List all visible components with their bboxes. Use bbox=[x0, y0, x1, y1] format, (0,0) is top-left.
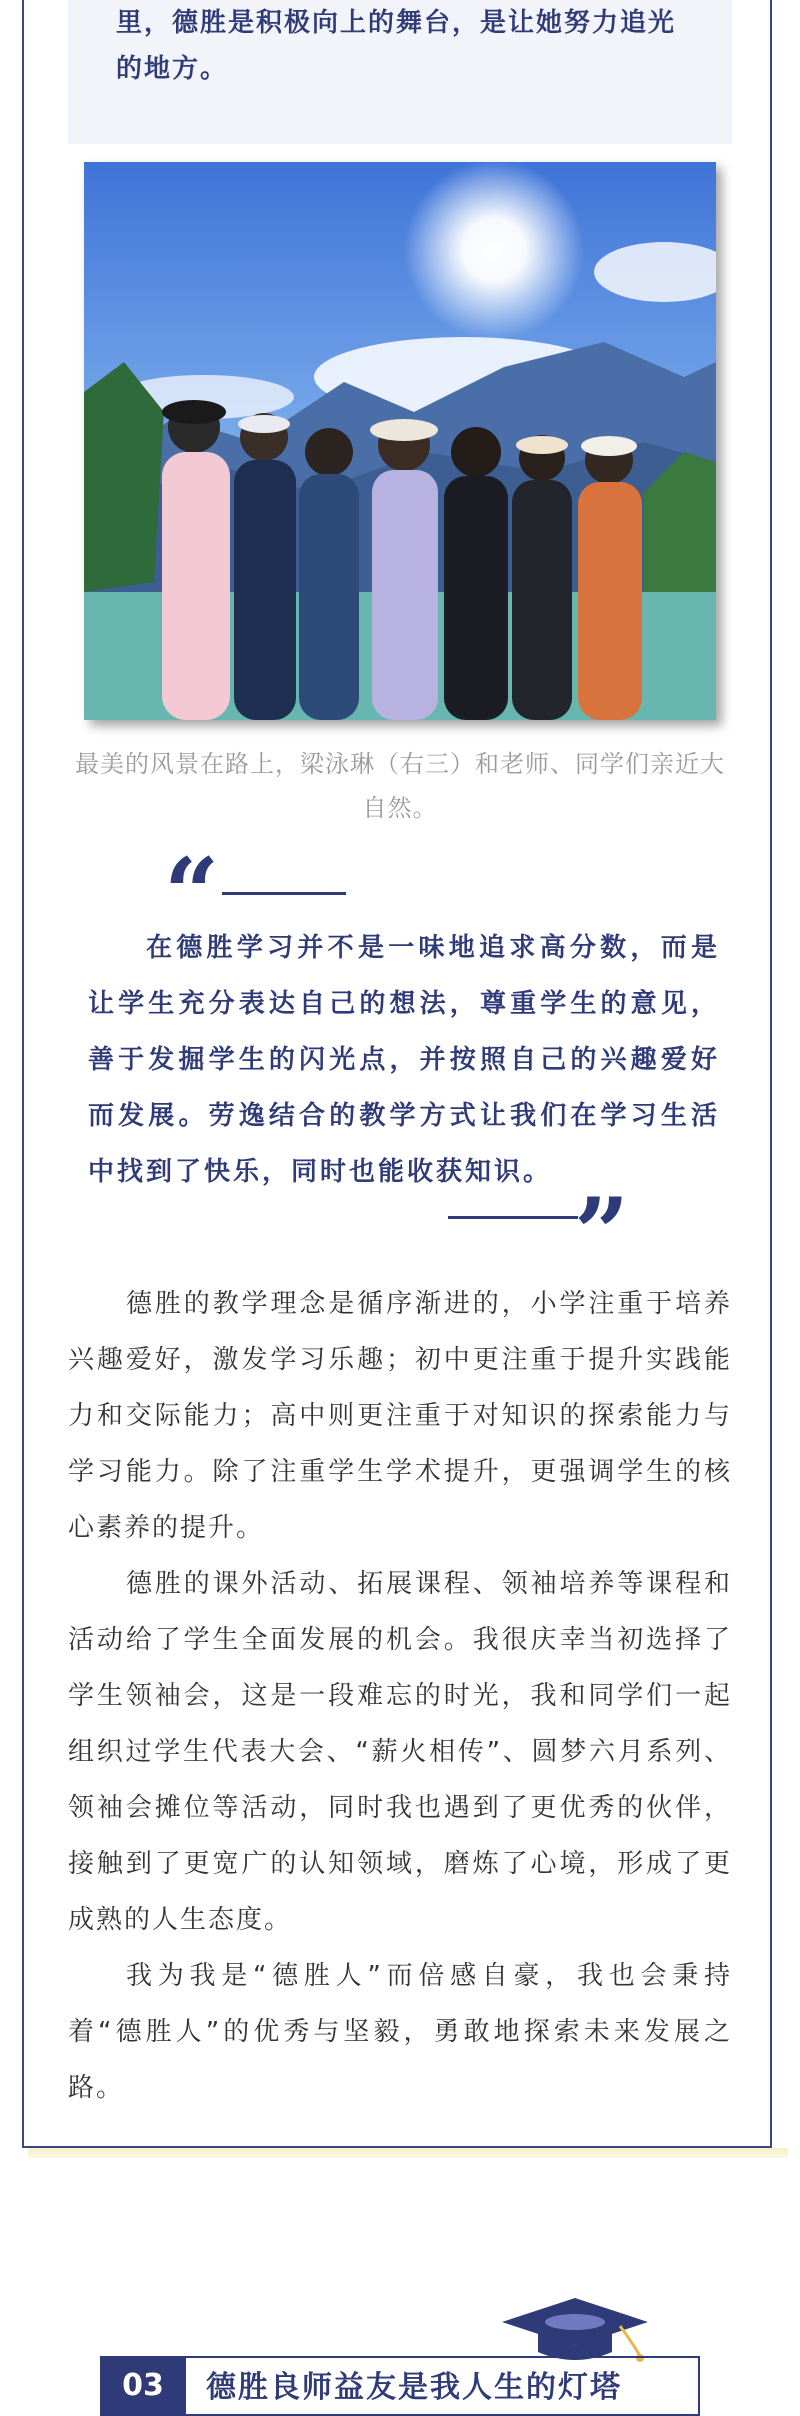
section-title: 德胜良师益友是我人生的灯塔 bbox=[206, 2370, 622, 2405]
group-photo bbox=[84, 162, 716, 720]
article-body bbox=[68, 1276, 732, 2116]
close-quote-icon: ” bbox=[574, 1177, 630, 1290]
body-paragraph: 德胜的课外活动、拓展课程、领袖培养等课程和活动给了学生全面发展的机会。我很庆幸当初选择了学生领袖会，这是一段难忘的时光，我和同学们一起组织过学生代表大会、“薪火相传”、圆梦六月系列、领袖会摊位等活动，同时我也遇到了更优秀的伙伴，接触到了更宽广的认知领域，磨炼了心境，形成了更成熟的人生态度。 bbox=[68, 1569, 732, 1935]
intro-text: 里，德胜是积极向上的舞台，是让她努力追光的地方。 bbox=[116, 8, 677, 84]
open-quote-icon: “ bbox=[164, 837, 220, 950]
photo-illustration bbox=[84, 162, 716, 720]
quote-divider-bottom bbox=[448, 1216, 578, 1219]
intro-box bbox=[68, 0, 732, 144]
frame-shadow bbox=[28, 2148, 788, 2158]
section-number: 03 bbox=[100, 2356, 186, 2416]
quote-divider-top bbox=[222, 892, 346, 895]
body-paragraph: 我为我是“德胜人”而倍感自豪，我也会秉持着“德胜人”的优秀与坚毅，勇敢地探索未来发展之路。 bbox=[68, 1961, 732, 2103]
body-paragraph: 德胜的教学理念是循序渐进的，小学注重于培养兴趣爱好，激发学习乐趣；初中更注重于提升实践能力和交际能力；高中则更注重于对知识的探索能力与学习能力。除了注重学生学术提升，更强调学生的核心素养的提升。 bbox=[68, 1289, 732, 1543]
photo-caption: 最美的风景在路上，梁泳琳（右三）和老师、同学们亲近大自然。 bbox=[75, 750, 725, 822]
pull-quote: 在德胜学习并不是一味地追求高分数，而是让学生充分表达自己的想法，尊重学生的意见，善于发掘学生的闪光点，并按照自己的兴趣爱好而发展。劳逸结合的教学方式让我们在学习生活中找到了快乐，同时也能收获知识。 bbox=[88, 933, 720, 1187]
